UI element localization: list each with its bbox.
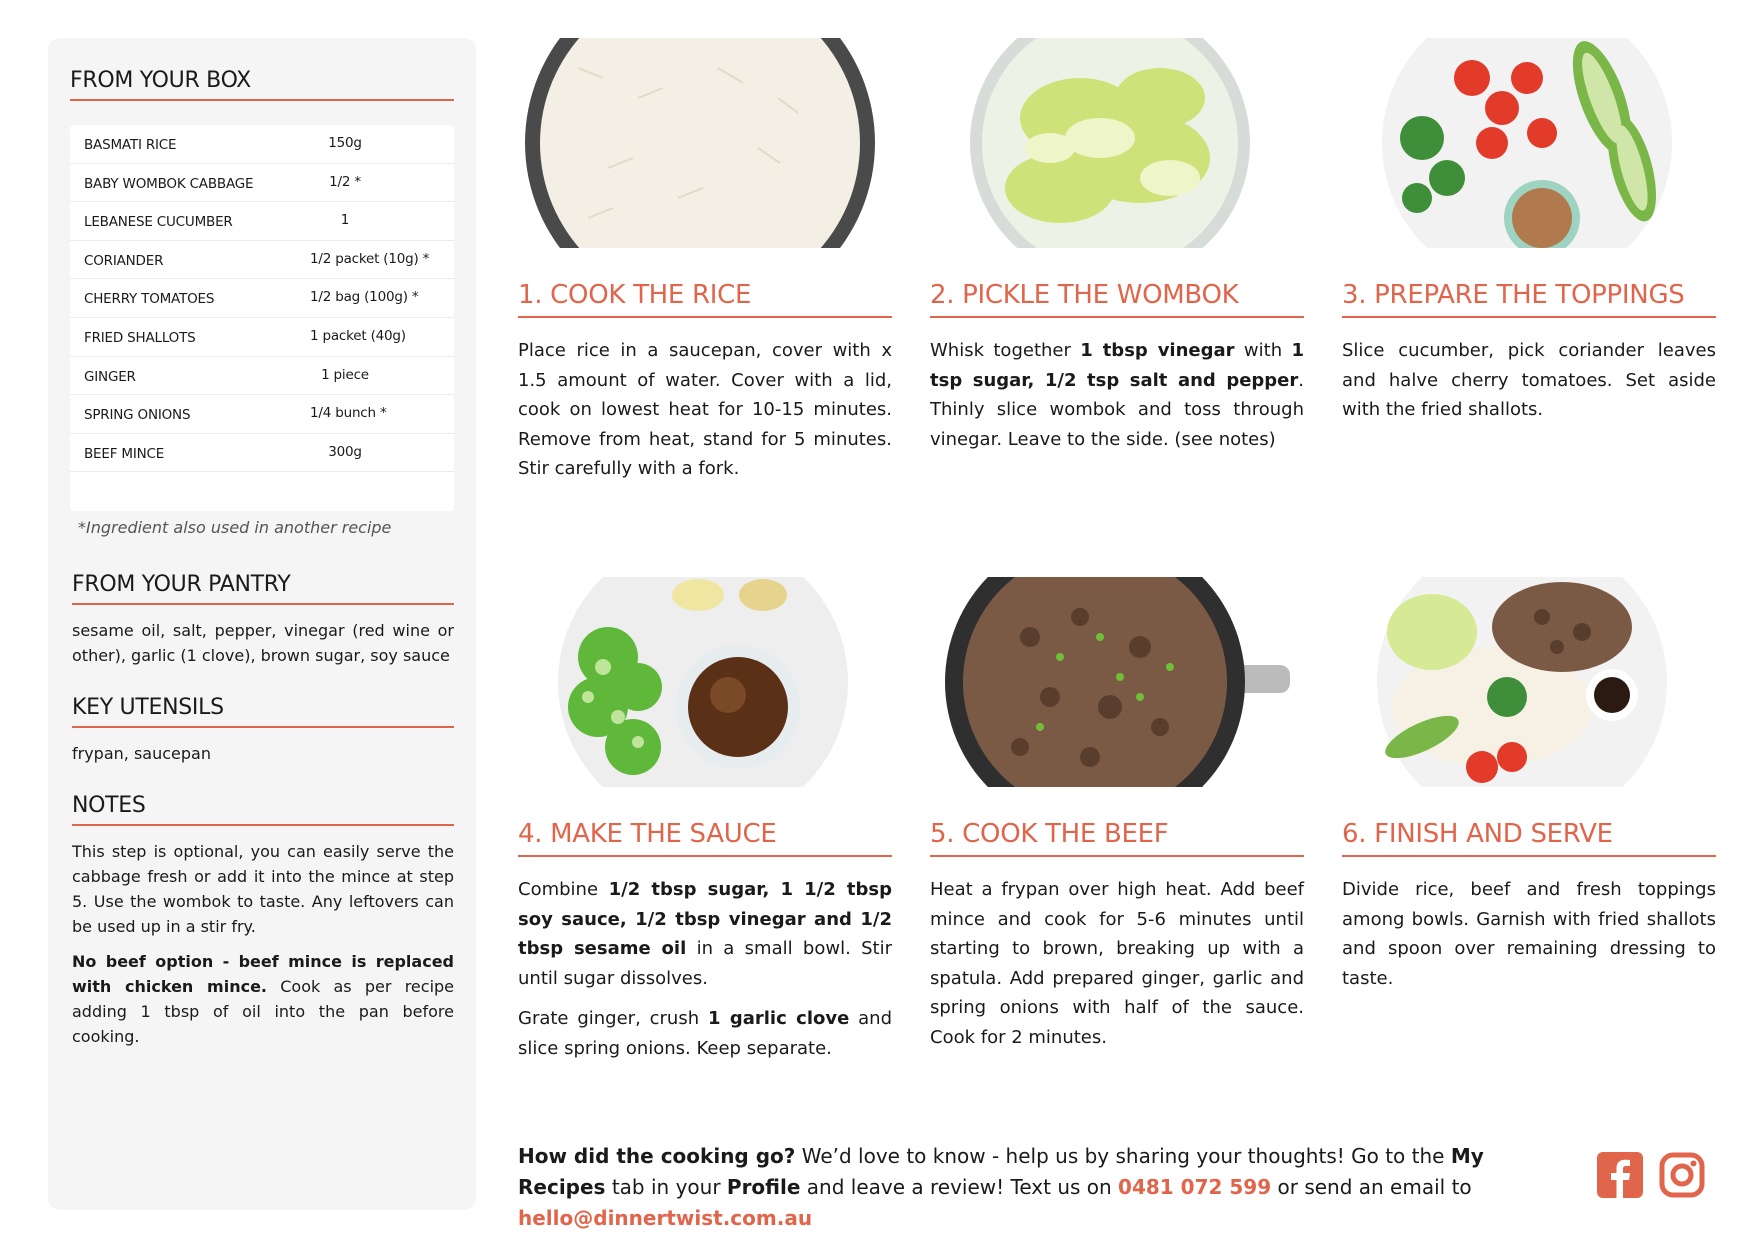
ingredients-sidebar <box>48 38 476 1210</box>
key-utensils-heading: KEY UTENSILS <box>72 695 454 728</box>
notes-no-beef-rest: Cook as per recipe adding 1 tbsp of oil into the pan before cooking. <box>72 977 455 1046</box>
email-link[interactable]: hello@dinnertwist.com.au <box>518 1206 813 1230</box>
pantry-text: sesame oil, salt, pepper, vinegar (red wine or other), garlic (1 clove), brown sugar, soy sauce <box>72 621 454 665</box>
ingredients-table <box>70 125 454 511</box>
ingredient-name: BASMATI RICE <box>84 137 177 153</box>
feedback-footer: How did the cooking go? We’d love to know - help us by sharing your thoughts! Go to the My Recipes tab in your Profile and leave a review! Text us on 0481 072 599 or send an email to hello@dinnertwist.com.au <box>518 1144 1484 1230</box>
ingredient-name: FRIED SHALLOTS <box>84 329 196 346</box>
beef-in-frypan-photo <box>930 577 1304 787</box>
ingredient-qty: 1 piece <box>321 366 369 383</box>
from-your-pantry-heading: FROM YOUR PANTRY <box>72 572 454 605</box>
step-2-title: 2. PICKLE THE WOMBOK <box>930 280 1304 318</box>
from-your-box-heading: FROM YOUR BOX <box>70 68 454 101</box>
notes-text: This step is optional, you can easily serve the cabbage fresh or add it into the mince at step 5. Use the wombok to taste. Any leftovers can be used up in a stir fry. <box>72 842 454 936</box>
ingredient-footnote: *Ingredient also used in another recipe <box>78 518 392 537</box>
ingredient-name: LEBANESE CUCUMBER <box>84 214 233 231</box>
step-5-text: Heat a frypan over high heat. Add beef mince and cook for 5-6 minutes until starting to brown, breaking up with a spatula. Add prepared ginger, garlic and spring onions with half of the sauce. Cook for 2 minutes. <box>930 879 1304 1048</box>
footer-question: How did the cooking go? <box>518 1144 796 1168</box>
shredded-wombok-photo <box>930 38 1304 248</box>
step-1-text: Place rice in a saucepan, cover with x 1.5 amount of water. Cover with a lid, cook on lowest heat for 10-15 minutes. Remove from heat, stand for 5 minutes. Stir carefully with a fork. <box>518 340 892 479</box>
ingredient-qty: 1/2 packet (10g) * <box>310 250 430 267</box>
ingredient-row <box>70 279 454 318</box>
step-2-text: Whisk together 1 tbsp vinegar with 1 tsp sugar, 1/2 tsp salt and pepper. Thinly slice wombok and toss through vinegar. Leave to the side. (see notes) <box>930 340 1305 450</box>
ingredient-name: BEEF MINCE <box>84 445 165 462</box>
ingredient-row <box>70 164 454 203</box>
step-1-title: 1. COOK THE RICE <box>518 280 892 318</box>
notes-no-beef-option <box>72 949 454 1049</box>
ingredient-row <box>70 241 454 280</box>
toppings-plate-photo <box>1342 38 1716 248</box>
instagram-icon[interactable] <box>1659 1152 1705 1198</box>
step-3-text: Slice cucumber, pick coriander leaves and halve cherry tomatoes. Set aside with the fried shallots. <box>1342 340 1716 420</box>
ingredient-qty: 1 <box>340 212 350 229</box>
ingredient-name: CORIANDER <box>84 252 164 269</box>
utensils-text: frypan, saucepan <box>72 744 211 763</box>
ingredient-row <box>70 318 454 357</box>
ingredient-qty: 1/2 * <box>329 173 361 190</box>
step-5-title: 5. COOK THE BEEF <box>930 819 1304 857</box>
phone-link[interactable]: 0481 072 599 <box>1118 1175 1272 1199</box>
ingredient-qty: 1 packet (40g) <box>310 327 406 344</box>
step-6-title: 6. FINISH AND SERVE <box>1342 819 1716 857</box>
facebook-icon[interactable] <box>1597 1152 1643 1198</box>
rice-in-saucepan-photo <box>518 38 892 248</box>
ingredient-qty: 1/2 bag (100g) * <box>310 289 419 306</box>
ingredient-qty: 150g <box>328 135 362 151</box>
served-bowl-photo <box>1342 577 1716 787</box>
my-recipes-link[interactable]: My Recipes <box>518 1144 1484 1199</box>
step-4-text: Combine 1/2 tbsp sugar, 1 1/2 tbsp soy sauce, 1/2 tbsp vinegar and 1/2 tbsp sesame oil in a small bowl. Stir until sugar dissolves. <box>518 879 892 989</box>
ingredient-row <box>70 357 454 396</box>
step-4-text-2: Grate ginger, crush 1 garlic clove and slice spring onions. Keep separate. <box>518 1008 892 1059</box>
profile-link[interactable]: Profile <box>726 1175 801 1199</box>
step-6-text: Divide rice, beef and fresh toppings among bowls. Garnish with fried shallots and spoon over remaining dressing to taste. <box>1342 879 1716 989</box>
notes-heading: NOTES <box>72 793 454 826</box>
ingredient-row <box>70 434 454 473</box>
ingredient-name: GINGER <box>84 368 136 385</box>
ingredient-row <box>70 125 454 164</box>
ingredient-row <box>70 202 454 241</box>
step-3-title: 3. PREPARE THE TOPPINGS <box>1342 280 1716 318</box>
ingredient-qty: 1/4 bunch * <box>310 405 387 422</box>
notes-no-beef-bold: No beef option - beef mince is replaced with chicken mince. <box>72 952 454 996</box>
step-4-title: 4. MAKE THE SAUCE <box>518 819 892 857</box>
ingredient-name: CHERRY TOMATOES <box>84 291 215 308</box>
ingredient-name: BABY WOMBOK CABBAGE <box>84 175 254 192</box>
sauce-and-aromatics-photo <box>518 577 892 787</box>
ingredient-row <box>70 395 454 434</box>
ingredient-qty: 300g <box>328 443 362 460</box>
ingredient-name: SPRING ONIONS <box>84 407 191 424</box>
